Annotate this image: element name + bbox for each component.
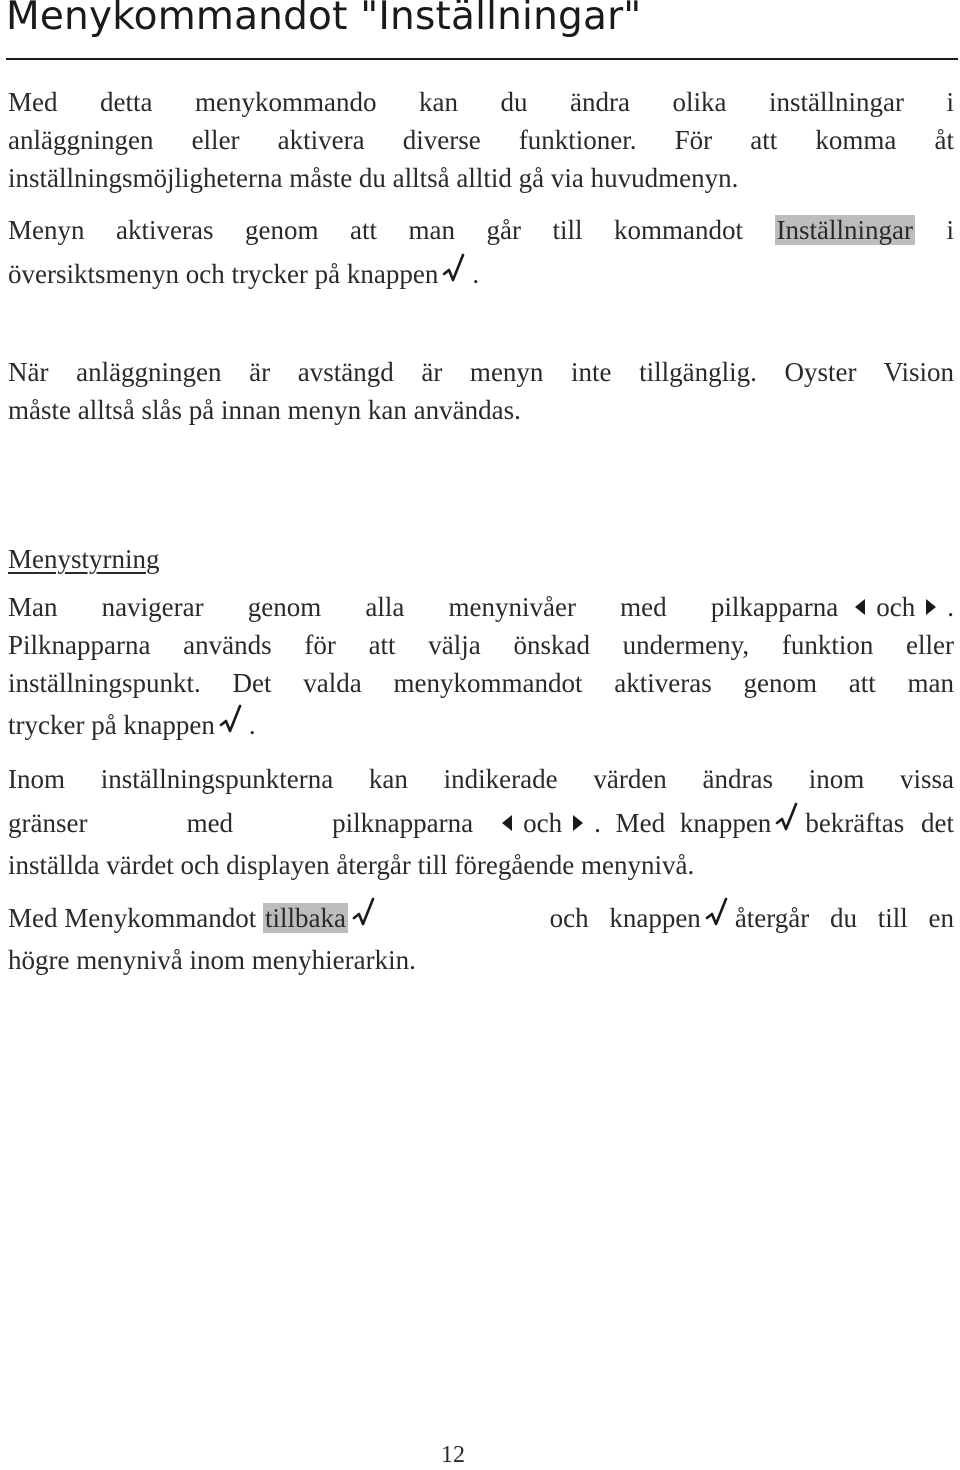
- check-icon: [351, 897, 379, 931]
- inom-text-2c: bekräftas det: [805, 808, 954, 838]
- nav-line-3: inställningspunkt. Det valda menykommandot aktiveras genom att man: [8, 668, 954, 698]
- nav-text-1b: .: [947, 592, 954, 622]
- left-arrow-icon: [499, 813, 515, 833]
- off-paragraph: [8, 353, 954, 429]
- activate-text-1b: i: [946, 215, 954, 245]
- inom-line-2: [8, 800, 954, 846]
- inom-text-2b: . Med knappen: [594, 808, 772, 838]
- nav-line-2: Pilknapparna används för att välja önskad undermeny, funktion eller: [8, 630, 954, 660]
- inom-line-1: Inom inställningspunkterna kan indikerade värden ändras inom vissa: [8, 764, 954, 794]
- inom-controls-group: [473, 800, 954, 846]
- intro-line-1: Med detta menykommando kan du ändra olika inställningar i: [8, 87, 954, 117]
- left-arrow-icon: [852, 597, 868, 617]
- check-icon: [774, 802, 802, 836]
- inom-och: och: [523, 808, 563, 838]
- back-line-1: [8, 895, 954, 941]
- intro-line-2: anläggningen eller aktivera diverse funktioner. För att komma åt: [8, 125, 954, 155]
- nav-text-4a: trycker på knappen: [8, 710, 215, 740]
- nav-line-1: [8, 588, 954, 626]
- page-number: 12: [441, 1442, 465, 1468]
- intro-paragraph: [8, 83, 954, 197]
- back-text-1a: Med Menykommandot: [8, 903, 257, 933]
- section-heading: [8, 540, 954, 578]
- activate-paragraph: [8, 208, 954, 296]
- back-group-2: [550, 895, 954, 941]
- right-arrow-icon: [923, 597, 939, 617]
- back-line-2: högre menynivå inom menyhierarkin.: [8, 945, 416, 975]
- nav-arrows-group: [844, 588, 954, 626]
- activate-text-2b: .: [472, 259, 480, 289]
- inom-paragraph: [8, 758, 954, 884]
- nav-line-4: [8, 702, 954, 748]
- inom-line-3: inställda värdet och displayen återgår till föregående menynivå.: [8, 850, 695, 880]
- off-line-1: När anläggningen är avstängd är menyn inte tillgänglig. Oyster Vision: [8, 357, 954, 387]
- intro-line-3: inställningsmöjligheterna måste du alltså alltid gå via huvudmenyn.: [8, 163, 739, 193]
- back-text-1c: återgår du till en: [734, 903, 954, 933]
- inom-text-2a: gränser med pilknapparna: [8, 808, 474, 838]
- activate-text-1a: Menyn aktiveras genom att man går till kommandot: [8, 215, 743, 245]
- activate-line-1: [8, 208, 954, 252]
- back-text-1b: och knappen: [549, 903, 701, 933]
- activate-line-2: [8, 252, 954, 296]
- check-icon: [704, 897, 732, 931]
- nav-och: och: [876, 592, 916, 622]
- title-rule: [6, 58, 958, 60]
- back-paragraph: [8, 895, 954, 979]
- check-icon: [441, 253, 469, 287]
- page-title: Menykommandot "Inställningar": [6, 0, 642, 39]
- highlight-tillbaka: tillbaka: [264, 903, 346, 933]
- right-arrow-icon: [570, 813, 586, 833]
- nav-text-1a: Man navigerar genom alla menynivåer med pilkapparna: [8, 592, 839, 622]
- activate-text-2a: översiktsmenyn och trycker på knappen: [8, 259, 439, 289]
- nav-paragraph: [8, 588, 954, 748]
- highlight-installningar: Inställningar: [776, 215, 913, 245]
- nav-text-4b: .: [248, 710, 256, 740]
- back-group-1: [8, 895, 382, 941]
- off-line-2: måste alltså slås på innan menyn kan användas.: [8, 395, 521, 425]
- section-heading-text: Menystyrning: [8, 544, 160, 574]
- check-icon: [218, 704, 246, 738]
